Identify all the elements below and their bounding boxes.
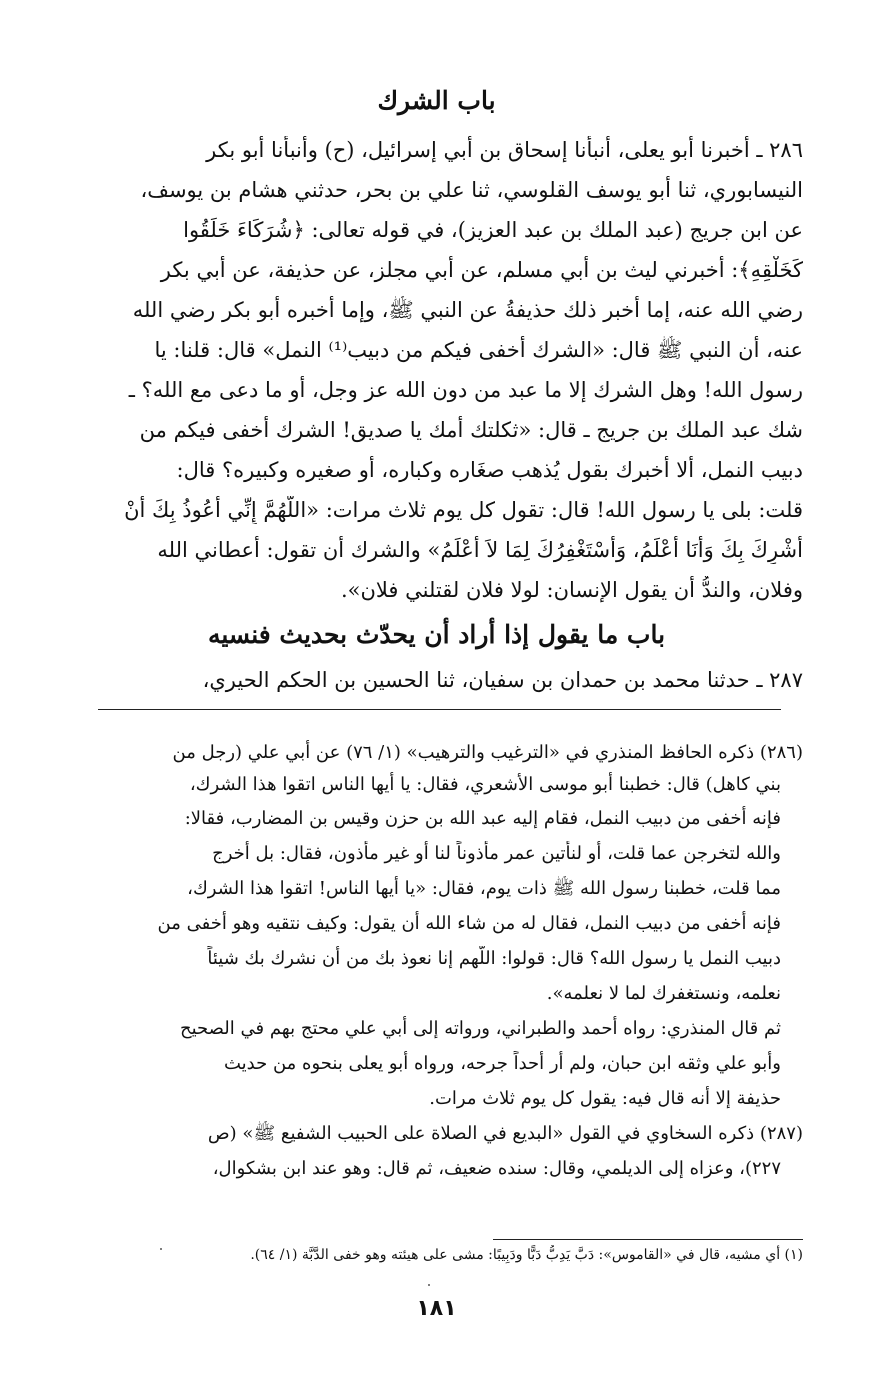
note-line: فإنه أخفى من دبيب النمل، فقام إليه عبد الله بن حزن وقيس بن المضارب، فقالا: (184, 808, 781, 829)
body-line: النيسابوري، ثنا أبو يوسف القلوسي، ثنا علي بن بحر، حدثني هشام بن يوسف، (140, 178, 803, 202)
page-number: ١٨١ (416, 1296, 457, 1321)
note-line: ثم قال المنذري: رواه أحمد والطبراني، ورواته إلى أبي علي محتج بهم في الصحيح (180, 1018, 781, 1039)
note-line: بني كاهل) قال: خطبنا أبو موسى الأشعري، فقال: يا أيها الناس اتقوا هذا الشرك، (189, 774, 781, 795)
note-line: (٢٨٧) ذكره السخاوي في القول «البديع في الصلاة على الحبيب الشفيع ﷺ» (ص (207, 1123, 803, 1144)
body-line: دبيب النمل، ألا أخبرك بقول يُذهب صغَاره وكباره، أو صغيره وكبيره؟ قال: (176, 458, 803, 482)
body-line: رسول الله! وهل الشرك إلا ما عبد من دون الله عز وجل، أو ما دعى مع الله؟ ـ (128, 378, 803, 402)
note-line: نعلمه، ونستغفرك لما لا نعلمه». (546, 983, 781, 1004)
body-line: كَخَلْقِهِ﴾: أخبرني ليث بن أبي مسلم، عن أبي مجلز، عن حذيفة، عن أبي بكر (160, 258, 803, 282)
note-line: دبيب النمل يا رسول الله؟ قال: قولوا: اللّهم إنا نعوذ بك من أن نشرك بك شيئاً (207, 948, 781, 969)
note-line: حذيفة إلا أنه قال فيه: يقول كل يوم ثلاث مرات. (429, 1088, 781, 1109)
scan-speck (160, 1248, 162, 1250)
body-line: رضي الله عنه، إما أخبر ذلك حذيفةُ عن النبي ﷺ، وإما أخبره أبو بكر رضي الله (132, 298, 803, 322)
body-line: عنه، أن النبي ﷺ قال: «الشرك أخفى فيكم من دبيب⁽¹⁾ النمل» قال: قلنا: يا (154, 338, 803, 362)
body-line: وفلان، والندُّ أن يقول الإنسان: لولا فلان لقتلني فلان». (340, 578, 803, 602)
note-line: والله لتخرجن عما قلت، أو لنأتين عمر مأذوناً لنا أو غير مأذون، فقال: بل أخرج (212, 843, 781, 864)
notes-separator (98, 709, 781, 710)
body-line: قلت: بلى يا رسول الله! قال: تقول كل يوم ثلاث مرات: «اللَّهُمَّ إِنِّي أَعُوذُ بِكَ أَنْ (124, 498, 803, 522)
chapter-heading-shirk: باب الشرك (377, 86, 496, 115)
body-line: أُشْرِكَ بِكَ وَأَنَا أَعْلَمُ، وَأَسْتَغْفِرُكَ لِمَا لاَ أَعْلَمُ» والشرك أن تقول: أعطاني الله (157, 538, 803, 562)
footnote-separator (493, 1239, 803, 1240)
note-line: (٢٨٦) ذكره الحافظ المنذري في «الترغيب والترهيب» (١/ ٧٦) عن أبي علي (رجل من (172, 742, 803, 763)
footnote: (١) أي مشيه، قال في «القاموس»: دَبَّ يَدِبُّ دَبًّا ودَبِيبًا: مشى على هيئته وهو خفى الدَّبَّة (١/ ٦٤). (250, 1247, 803, 1263)
note-line: فإنه أخفى من دبيب النمل، فقال له من شاء الله أن يقول: وكيف نتقيه وهو أخفى من (157, 913, 781, 934)
note-line: مما قلت، خطبنا رسول الله ﷺ ذات يوم، فقال: «يا أيها الناس! اتقوا هذا الشرك، (187, 878, 781, 899)
body-line: ٢٨٦ ـ أخبرنا أبو يعلى، أنبأنا إسحاق بن أبي إسرائيل، (ح) وأنبأنا أبو بكر (206, 138, 803, 162)
body-line: ٢٨٧ ـ حدثنا محمد بن حمدان بن سفيان، ثنا الحسين بن الحكم الحيري، (202, 668, 803, 692)
chapter-heading-forgetting: باب ما يقول إذا أراد أن يحدّث بحديث فنسيه (207, 620, 666, 649)
scan-speck (428, 1284, 430, 1286)
note-line: ٢٢٧)، وعزاه إلى الديلمي، وقال: سنده ضعيف، ثم قال: وهو عند ابن بشكوال، (212, 1158, 781, 1179)
note-line: وأبو علي وثقه ابن حبان، ولم أر أحداً جرحه، ورواه أبو يعلى بنحوه من حديث (224, 1053, 781, 1074)
body-line: عن ابن جريج (عبد الملك بن عبد العزيز)، في قوله تعالى: ﴿شُرَكَاءَ خَلَقُوا (183, 218, 803, 242)
body-line: شك عبد الملك بن جريج ـ قال: «ثكلتك أمك يا صديق! الشرك أخفى فيكم من (139, 418, 803, 442)
